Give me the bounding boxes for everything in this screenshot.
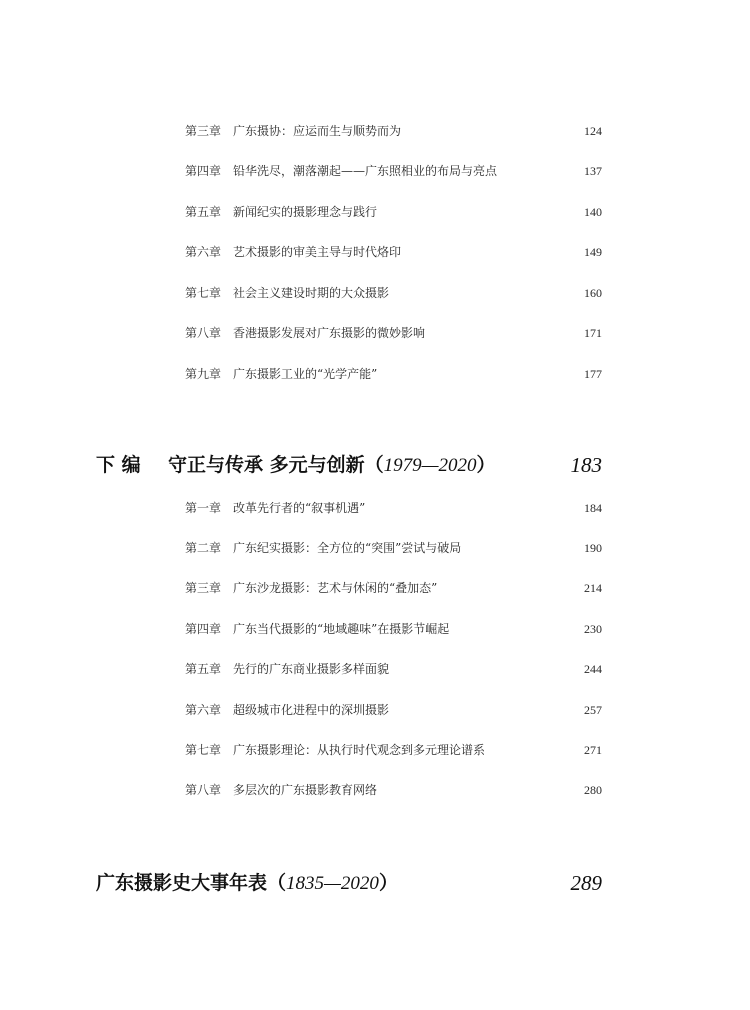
toc-entry[interactable] [185,659,605,679]
chapter-title: 艺术摄影的审美主导与时代烙印 [233,245,402,259]
toc-entry[interactable] [185,202,605,222]
chapter-page-number: 184 [584,501,602,515]
toc-entry[interactable] [185,740,605,760]
chapter-page-number: 280 [584,783,602,797]
chapter-title: 香港摄影发展对广东摄影的微妙影响 [233,326,426,340]
toc-entry[interactable] [185,121,605,141]
chapter-number: 第一章 [185,501,222,515]
toc-entry[interactable] [185,619,605,639]
toc-part-heading-lower[interactable] [96,450,606,480]
chapter-number: 第二章 [185,541,222,555]
toc-entry[interactable] [185,780,605,800]
part-years-close: ） [476,454,496,476]
chapter-number: 第五章 [185,662,222,676]
chapter-page-number: 214 [584,581,602,595]
chapter-page-number: 190 [584,541,602,555]
chapter-title: 广东摄影工业的“光学产能” [233,367,378,381]
chapter-title: 广东沙龙摄影：艺术与休闲的“叠加态” [233,581,438,595]
chapter-page-number: 244 [584,662,602,676]
chapter-title: 先行的广东商业摄影多样面貌 [233,662,390,676]
chapter-number: 第九章 [185,367,222,381]
part-title [168,450,496,481]
chapter-title: 超级城市化进程中的深圳摄影 [233,703,390,717]
toc-entry[interactable] [185,242,605,262]
chapter-number: 第七章 [185,286,222,300]
chapter-page-number: 271 [584,743,602,757]
toc-entry[interactable] [185,700,605,720]
chronology-page-number: 289 [570,871,602,895]
chapter-number: 第八章 [185,783,222,797]
chapter-title: 广东摄影理论：从执行时代观念到多元理论谱系 [233,743,486,757]
chapter-title: 多层次的广东摄影教育网络 [233,783,378,797]
toc-entry[interactable] [185,323,605,343]
chapter-number: 第三章 [185,124,222,138]
chapter-title: 改革先行者的“叙事机遇” [233,501,366,515]
chapter-title: 广东摄协：应运而生与顺势而为 [233,124,402,138]
chapter-number: 第七章 [185,743,222,757]
toc-entry[interactable] [185,538,605,558]
chapter-title: 广东当代摄影的“地域趣味”在摄影节崛起 [233,622,450,636]
toc-entry[interactable] [185,498,605,518]
chapter-page-number: 137 [584,164,602,178]
chapter-page-number: 177 [584,367,602,381]
chapter-page-number: 160 [584,286,602,300]
toc-chronology-heading[interactable] [96,868,606,898]
part-title-text: 守正与传承 多元与创新 [168,454,365,476]
chapter-page-number: 257 [584,703,602,717]
toc-entry[interactable] [185,578,605,598]
part-years-open: （ [364,454,384,476]
chapter-title: 广东纪实摄影：全方位的“突围”尝试与破局 [233,541,462,555]
part-years: 1979—2020 [383,455,477,476]
chapter-page-number: 171 [584,326,602,340]
chapter-page-number: 140 [584,205,602,219]
chapter-number: 第六章 [185,703,222,717]
toc-entry[interactable] [185,161,605,181]
chapter-number: 第六章 [185,245,222,259]
chapter-page-number: 230 [584,622,602,636]
chapter-page-number: 124 [584,124,602,138]
chronology-title-text: 广东摄影史大事年表 [96,872,268,894]
chapter-number: 第五章 [185,205,222,219]
chapter-number: 第八章 [185,326,222,340]
chapter-title: 社会主义建设时期的大众摄影 [233,286,390,300]
part-label: 下 编 [96,454,141,476]
chapter-number: 第四章 [185,622,222,636]
chronology-title [96,868,398,899]
chapter-title: 铅华洗尽，潮落潮起——广东照相业的布局与亮点 [233,164,498,178]
chapter-title: 新闻纪实的摄影理念与践行 [233,205,378,219]
toc-entry[interactable] [185,283,605,303]
part-page-number: 183 [570,453,602,477]
chronology-years-close: ） [378,872,398,894]
toc-entry[interactable] [185,364,605,384]
chapter-number: 第三章 [185,581,222,595]
chapter-page-number: 149 [584,245,602,259]
chapter-number: 第四章 [185,164,222,178]
chronology-years: 1835—2020 [286,873,379,894]
chronology-years-open: （ [267,872,287,894]
